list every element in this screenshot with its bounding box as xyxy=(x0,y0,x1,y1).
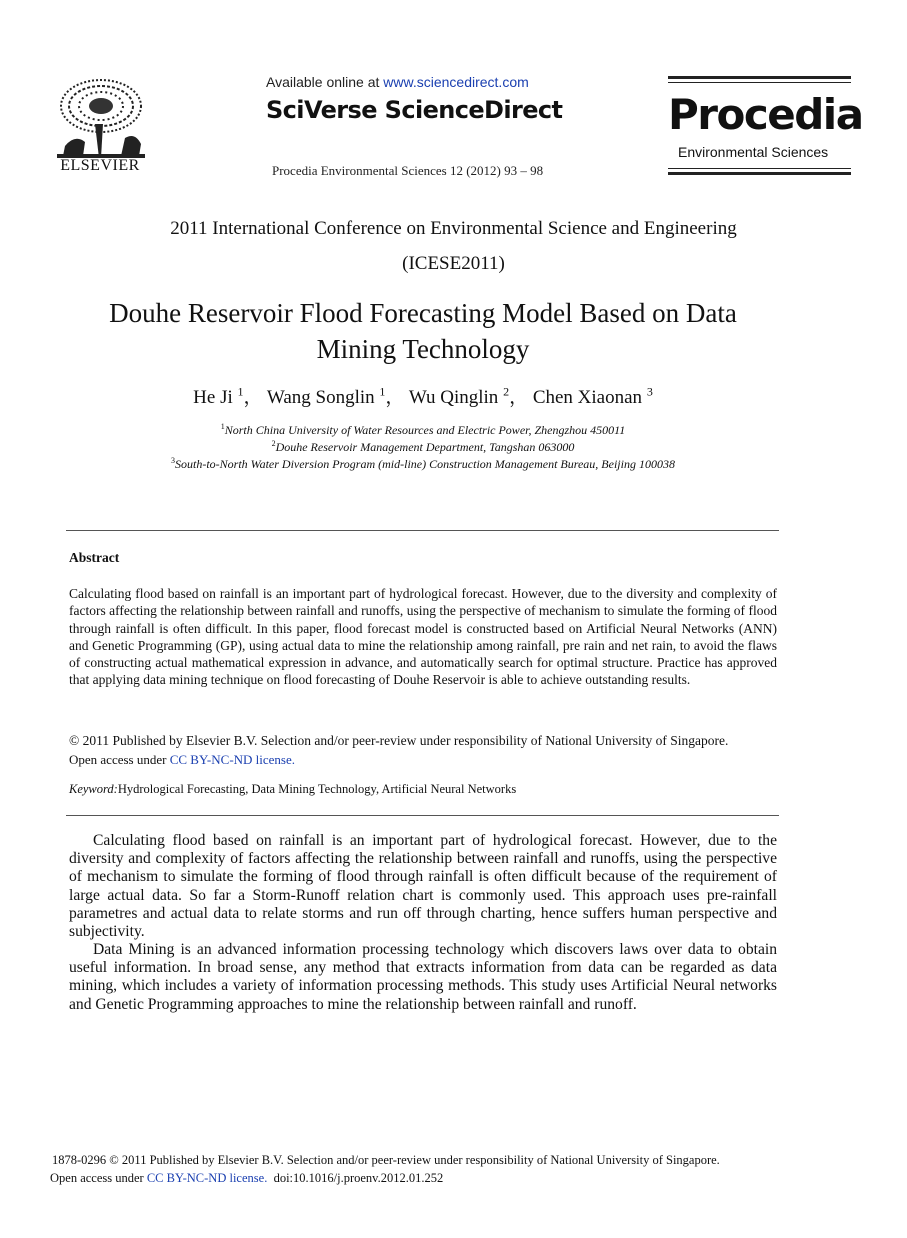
affiliation xyxy=(0,456,846,472)
available-online xyxy=(266,74,529,90)
keywords xyxy=(69,782,516,797)
conference-acronym: (ICESE2011) xyxy=(402,253,505,274)
procedia-top-rule xyxy=(668,76,851,79)
paper-title xyxy=(0,295,846,367)
footer-doi: doi:10.1016/j.proenv.2012.01.252 xyxy=(273,1171,444,1185)
affiliation-text: South-to-North Water Diversion Program (mid-line) Construction Management Bureau, Beijing 100038 xyxy=(175,457,675,471)
available-prefix: Available online at xyxy=(266,74,384,90)
author-affiliation-mark: 1 xyxy=(237,384,244,399)
author-name: Wang Songlin xyxy=(266,387,375,408)
affiliation-number: 3 xyxy=(171,456,176,465)
procedia-subtitle: Environmental Sciences xyxy=(678,144,829,160)
section-divider xyxy=(66,530,779,531)
footer-open-access-prefix: Open access under xyxy=(50,1171,147,1185)
author-affiliation-mark: 3 xyxy=(646,384,653,399)
affiliation-number: 2 xyxy=(271,439,276,448)
procedia-bottom-rule xyxy=(668,172,851,175)
author-name: Wu Qinglin xyxy=(408,387,499,408)
affiliation xyxy=(0,422,846,438)
abstract-heading: Abstract xyxy=(69,550,120,565)
author-name: Chen Xiaonan xyxy=(532,387,643,408)
affiliation-text: North China University of Water Resources and Electric Power, Zhengzhou 450011 xyxy=(224,423,626,437)
license-link[interactable]: CC BY-NC-ND license. xyxy=(169,752,296,767)
author-list: He Ji $^1$， Wang Songlin $^1$， Wu Qinglin $^2$， Chen Xiaonan $^3$ xyxy=(193,384,653,408)
sciverse-sciencedirect-logo: SciVerse ScienceDirect xyxy=(266,96,563,124)
open-access-prefix: Open access under xyxy=(69,752,170,767)
open-access-notice xyxy=(69,752,295,768)
conference-name: 2011 International Conference on Environmental Science and Engineering xyxy=(170,218,737,239)
author-name: He Ji xyxy=(193,387,233,408)
affiliation-number: 1 xyxy=(220,422,225,431)
procedia-name: Procedia xyxy=(668,90,863,139)
author-affiliation-mark: 1 xyxy=(379,384,386,399)
sciencedirect-link[interactable]: www.sciencedirect.com xyxy=(383,74,529,90)
elsevier-wordmark: ELSEVIER xyxy=(60,157,140,174)
section-divider xyxy=(66,815,779,816)
footer-open-access xyxy=(50,1171,443,1186)
keyword-list: Hydrological Forecasting, Data Mining Technology, Artificial Neural Networks xyxy=(117,782,517,796)
body-paragraph-1: Calculating flood based on rainfall is an important part of hydrological forecast. However, due to the diversity and complexity of factors affecting the relationship between rainfall and runoffs, using the perspective of mechanism to simulate the forming of flood through rainfall is often difficult because of the requirement of large actual data. So far a Storm-Runoff relation chart is commonly used. This approach uses pre-rainfall parametres and actual data to relate storms and run off through charting, hence suffers human perspective and subjectivity. xyxy=(69,832,777,941)
affiliation xyxy=(0,439,846,455)
keyword-label: Keyword: xyxy=(69,782,118,796)
procedia-top-rule-thin xyxy=(668,82,851,83)
journal-reference: Procedia Environmental Sciences 12 (2012) 93 – 98 xyxy=(272,163,544,178)
procedia-logo xyxy=(668,76,863,176)
affiliation-text: Douhe Reservoir Management Department, Tangshan 063000 xyxy=(275,440,575,454)
footer-copyright: 1878-0296 © 2011 Published by Elsevier B.V. Selection and/or peer-review under responsibility of National University of Singapore. xyxy=(52,1153,720,1167)
procedia-bottom-rule-thin xyxy=(668,168,851,169)
copyright-notice: © 2011 Published by Elsevier B.V. Selection and/or peer-review under responsibility of National University of Singapore. xyxy=(69,733,729,748)
paper-title-line-2: Mining Technology xyxy=(316,334,530,364)
paper-title-line-1: Douhe Reservoir Flood Forecasting Model Based on Data xyxy=(109,298,737,328)
abstract-text: Calculating flood based on rainfall is an important part of hydrological forecast. However, due to the diversity and complexity of factors affecting the relationship between rainfall and runoffs, using the perspective of mechanism to simulate the forming of flood through rainfall is often difficult. In this paper, flood forecast model is constructed based on Artificial Neural Networks (ANN) and Genetic Programming (GP), using actual data to mine the relationship among rainfall, pre rain and net rain, to avoid the flaws of constructing actual mathematical expression in advance, and automatically search for optimal structure. Practice has approved that applying data mining technique on flood forecasting of Douhe Reservoir is able to achieve outstanding results. xyxy=(69,586,777,688)
author-affiliation-mark: 2 xyxy=(503,384,510,399)
footer-license-link[interactable]: CC BY-NC-ND license. xyxy=(146,1171,268,1185)
body-paragraph-2: Data Mining is an advanced information processing technology which discovers laws over data to obtain useful information. In broad sense, any method that extracts information from data can be regarded as data mining, which includes a variety of information processing methods. This study uses Artificial Neural networks and Genetic Programming approaches to mine the relationship between rainfall and runoff. xyxy=(69,941,777,1013)
